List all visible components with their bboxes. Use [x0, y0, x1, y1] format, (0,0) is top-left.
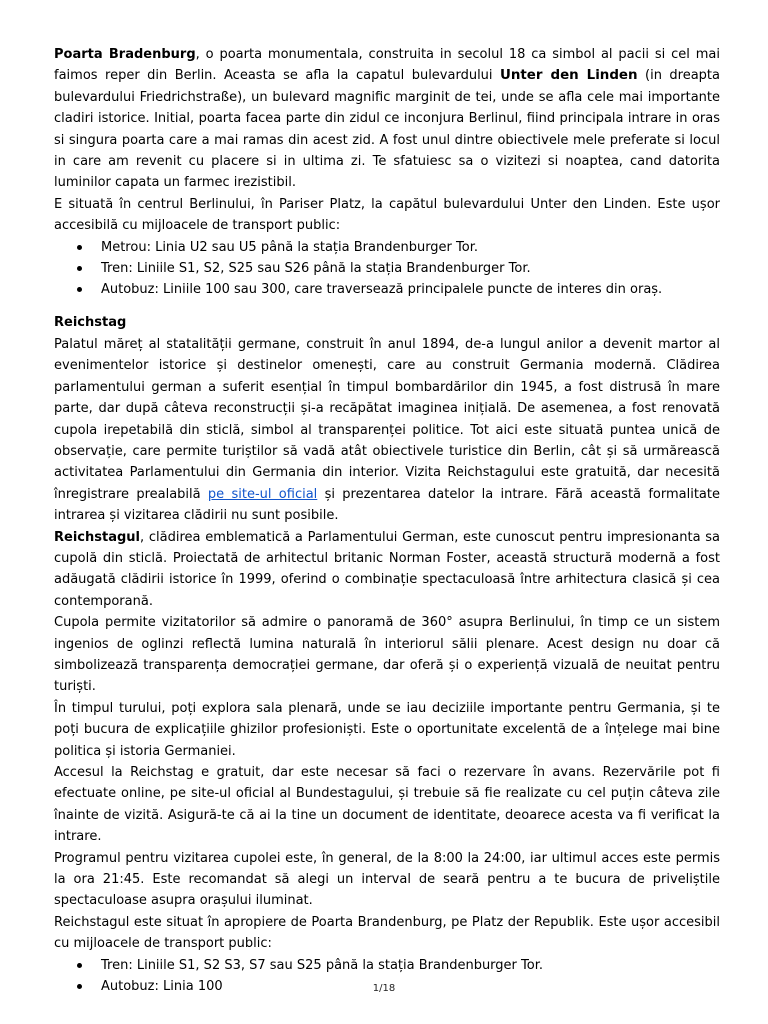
brandenburg-text-part-2: (in dreapta bulevardului Friedrichstraße), un bulevard magnific marginit de tei, unde se afla cele mai importante cladiri istorice. Initial, poarta facea parte din zidul ce inconjura Berlinul, fiind principala intrare in oras si singura poarta care a mai ramas din acest zid. A fost unul dintre obiectivele mele preferate si locul in care am revenit cu placere si in ultima zi. Te sfatuiesc sa o vizitezi si noaptea, cand datorita luminilor capata un farmec irezistibil.: [54, 68, 720, 191]
list-item-text: Metrou: Linia U2 sau U5 până la stația Brandenburger Tor.: [101, 239, 478, 255]
reichstag-intro-paragraph: [54, 334, 720, 527]
bullet-icon: [77, 963, 82, 968]
list-item-text: Tren: Liniile S1, S2, S25 sau S26 până la stația Brandenburger Tor.: [101, 261, 531, 277]
reichstag-location-paragraph: Reichstagul este situat în apropiere de Poarta Brandenburg, pe Platz der Republik. Este ușor accesibil cu mijloacele de transport public:: [54, 914, 720, 952]
bullet-icon: [77, 266, 82, 271]
brandenburg-transport-list: [54, 237, 720, 301]
unter-den-linden-label: Unter den Linden: [500, 68, 638, 84]
reichstag-heading: Reichstag: [54, 314, 127, 330]
reichstag-access-paragraph: Accesul la Reichstag e gratuit, dar este necesar să faci o rezervare în avans. Rezervările pot fi efectuate online, pe site-ul oficial al Bundestagului, și trebuie să fie realizate cu cel puțin câteva zile înainte de vizită. Asigură-te că ai la tine un document de identitate, deoarece acesta va fi verificat la intrare.: [54, 765, 720, 845]
document-page: [54, 44, 720, 997]
list-item-text: Autobuz: Liniile 100 sau 300, care traversează principalele puncte de interes din oraș.: [101, 282, 663, 298]
reichstag-tour-paragraph: În timpul turului, poți explora sala plenară, unde se iau deciziile importante pentru Germania, și te poți bucura de explicațiile ghizilor profesioniști. Este o oportunitate excelentă de a înțelege mai bine politica și istoria Germaniei.: [54, 700, 720, 759]
reichstag-dome-text: , clădirea emblematică a Parlamentului German, este cunoscut pentru impresionanta sa cupolă din sticlă. Proiectată de arhitectul britanic Norman Foster, această structură modernă a fost adăugată clădirii istorice în 1999, oferind o combinație spectaculoasă între arhitectura clasică și cea contemporană.: [54, 529, 720, 609]
brandenburg-title: Poarta Bradenburg: [54, 47, 196, 62]
list-item: [54, 279, 720, 300]
reichstag-dome-paragraph: [54, 527, 720, 613]
list-item: [54, 237, 720, 258]
reichstag-intro-text-part-1: Palatul măreț al statalității germane, construit în anul 1894, de-a lungul anilor a devenit martor al evenimentelor istorice și destinelor omenești, care au construit Germania modernă. Clădirea parlamentului german a suferit esențial în timpul bombardărilor din 1945, a fost distrusă în mare parte, dar după câteva reconstrucții și-a recăpătat imaginea inițială. De asemenea, a fost renovată cupola irepetabilă din sticlă, simbol al transparenței politice. Tot aici este situată puntea unică de observație, care permite turiștilor să vadă atât obiectivele turistice din Berlin, cât și să urmărească activitatea Parlamentului din Germania din interior. Vizita Reichstagului este gratuită, dar necesită înregistrare prealabilă: [54, 336, 720, 502]
list-item-text: Tren: Liniile S1, S2 S3, S7 sau S25 până la stația Brandenburger Tor.: [101, 957, 543, 973]
bullet-icon: [77, 245, 82, 250]
list-item: [54, 955, 720, 976]
page-number: 1/18: [372, 983, 396, 994]
reichstag-panorama-paragraph: Cupola permite vizitatorilor să admire o panoramă de 360° asupra Berlinului, în timp ce un sistem ingenios de oglinzi reflectă lumina naturală în interiorul sălii plenare. Acest design nu doar că simbolizează transparența democrației germane, dar oferă și o experiență vizuală de neuitat pentru turiști.: [54, 615, 720, 695]
brandenburg-paragraph: [54, 44, 720, 194]
brandenburg-text-part-1: , o poarta monumentala, construita in secolul 18 ca simbol al pacii si cel mai faimos reper din Berlin. Aceasta se afla la capatul bulevardului: [54, 47, 720, 84]
official-site-link[interactable]: pe site-ul oficial: [207, 486, 318, 502]
reichstag-intro-text-part-2: și prezentarea datelor la intrare. Fără această formalitate intrarea și vizitarea clădirii nu sunt posibile.: [54, 486, 720, 524]
reichstagul-bold-label: Reichstagul: [54, 529, 140, 545]
list-item-text: Autobuz: Linia 100: [101, 979, 223, 995]
reichstag-schedule-paragraph: Programul pentru vizitarea cupolei este, în general, de la 8:00 la 24:00, iar ultimul acces este permis la ora 21:45. Este recomandat să alegi un interval de seară pentru a te bucura de priveliștile spectaculoase asupra orașului iluminat.: [54, 850, 720, 909]
bullet-icon: [77, 287, 82, 292]
brandenburg-location-paragraph: E situată în centrul Berlinului, în Pariser Platz, la capătul bulevardului Unter den Linden. Este ușor accesibilă cu mijloacele de transport public:: [54, 196, 720, 234]
list-item: [54, 258, 720, 279]
